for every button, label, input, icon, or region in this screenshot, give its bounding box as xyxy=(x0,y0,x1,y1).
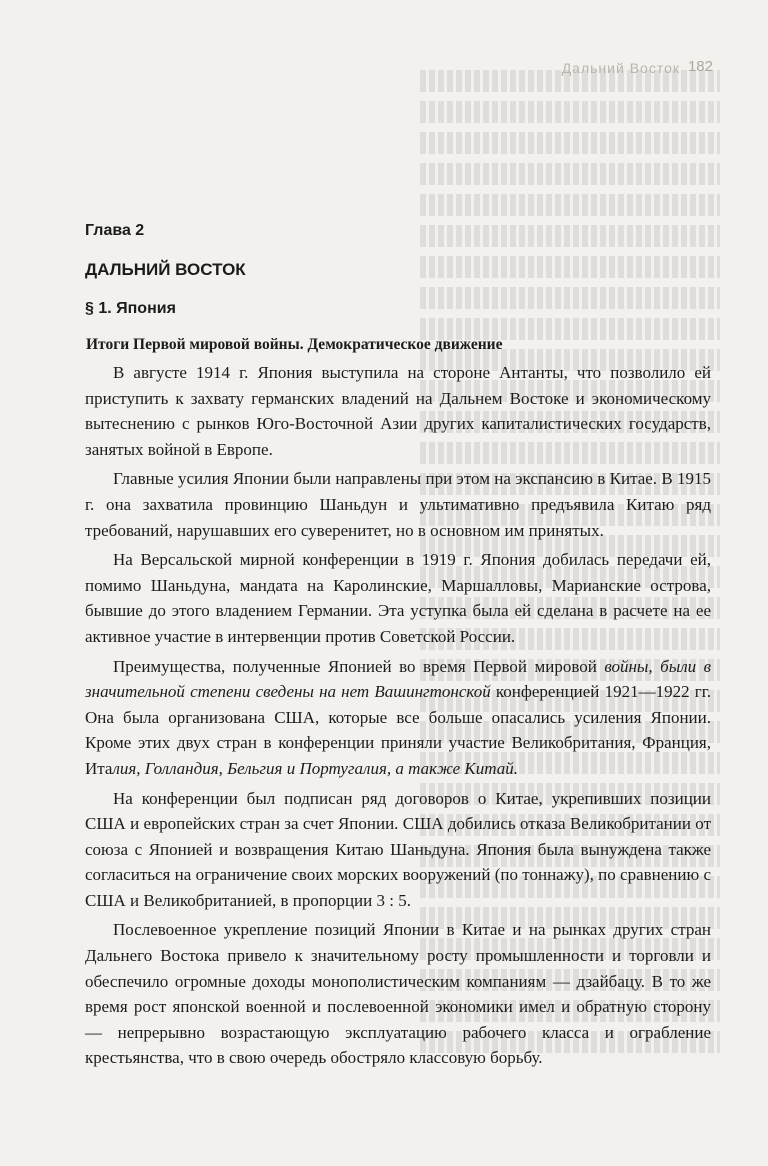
paragraph-4-part-b: войны, были в значительной степени сведены на нет Вашингтонской xyxy=(85,656,711,702)
paragraph-5: На конференции был подписан ряд договоров о Китае, укрепивших позиции США и европейских стран за счет Японии. США добились отказа Великобритании от союза с Японией и возвращения Китаю Шаньдуна. Япония была вынуждена также согласиться на ограничение своих морских вооружений (по тоннажу), по сравнению с США и Великобританией, в пропорции 3 : 5. xyxy=(85,788,711,910)
paragraph-4-part-c: конференцией 1921—1922 гг. Она была организована США, которые все больше опасались усиления Японии. Кроме этих двух стран в конференции приняли участие Великобритания, Франция, Ита xyxy=(85,682,711,778)
main-text xyxy=(85,222,711,1075)
paragraph-4-part-d: лия, Голландия, Бельгия и Португалия, а также Китай. xyxy=(112,758,518,778)
chapter-title: ДАЛЬНИЙ ВОСТОК xyxy=(85,260,246,279)
page-number: 182 xyxy=(687,58,713,75)
chapter-label: Глава 2 xyxy=(85,222,145,239)
section-title: § 1. Япония xyxy=(85,300,176,317)
paragraph-4-part-a: Преимущества, полученные Японией во время Первой мировой xyxy=(113,656,605,676)
paragraph-3: На Версальской мирной конференции в 1919 г. Япония добилась передачи ей, помимо Шаньдуна, мандата на Каролинские, Маршалловы, Марианские острова, бывшие до этого владением Германии. Эта уступка была ей сделана в расчете на ее активное участие в интервенции против Советской России. xyxy=(85,550,711,646)
subheading: Итоги Первой мировой войны. Демократическое движение xyxy=(86,336,503,353)
running-head: Дальний Восток xyxy=(561,60,680,76)
paragraph-4 xyxy=(85,654,711,782)
paragraph-1: В августе 1914 г. Япония выступила на стороне Антанты, что позволило ей приступить к захвату германских владений на Дальнем Востоке и экономическому вытеснению с рынков Юго-Восточной Азии других капиталистических государств, занятых войной в Европе. xyxy=(85,363,711,459)
paragraph-6: Послевоенное укрепление позиций Японии в Китае и на рынках других стран Дальнего Востока привело к значительному росту промышленности и торговли и обеспечило огромные доходы монополистическим компаниям — дзайбацу. В то же время рост японской военной и послевоенной экономики имел и обратную сторону — непрерывно возрастающую эксплуатацию рабочего класса и ограбление крестьянства, что в свою очередь обостряло классовую борьбу. xyxy=(85,920,711,1068)
paragraph-2: Главные усилия Японии были направлены при этом на экспансию в Китае. В 1915 г. она захватила провинцию Шаньдун и ультимативно предъявила Китаю ряд требований, нарушавших его суверенитет, но в основном им принятых. xyxy=(85,469,711,540)
